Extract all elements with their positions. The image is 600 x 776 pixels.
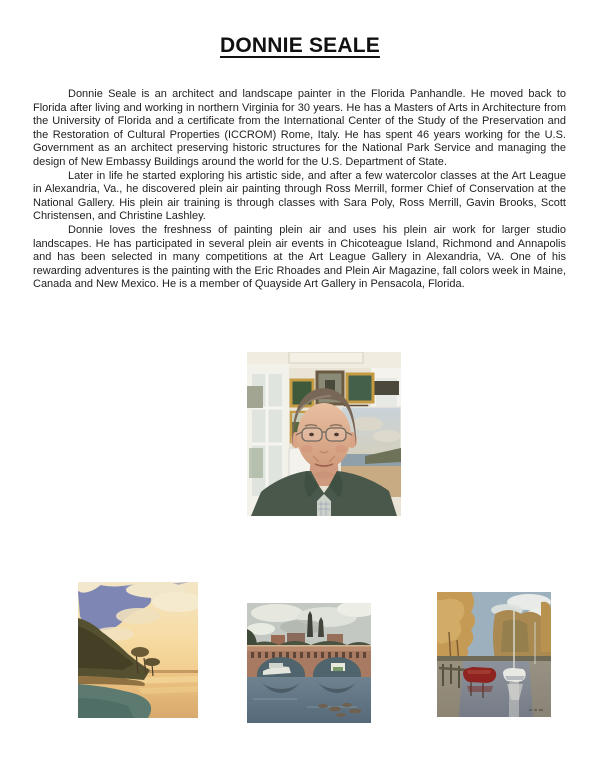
painting-harbor-boats	[437, 592, 551, 717]
bio-paragraph-3: Donnie loves the freshness of painting plein air and uses his plein air work for larger studio landscapes. He has participated in several plein air events in Chicoteague Island, Richmond and Annapolis and has been selected in many competitions at the Art League Gallery in Alexandria, VA. One of his rewarding adventures is the painting with the Eric Rhoades and Plein Air Magazine, fall colors week in Maine, Canada and New Mexico. He is a member of Quayside Art Gallery in Pensacola, Florida.	[33, 223, 566, 291]
painting-sunset-shoreline	[78, 582, 198, 718]
painting-sunset-shoreline-image	[78, 582, 198, 718]
painting-harbor-boats-image	[437, 592, 551, 717]
painting-arched-bridge	[247, 603, 371, 723]
bio-paragraph-2: Later in life he started exploring his artistic side, and after a few watercolor classes at the Art League in Alexandria, Va., he discovered plein air painting through Ross Merrill, former Chief of Conservation at the National Gallery. His plein air training is through classes with Sara Poly, Ross Merrill, Gavin Brooks, Scott Christensen, and Christine Lashley.	[33, 169, 566, 223]
portrait-photo	[247, 352, 401, 516]
biography-text	[33, 88, 566, 292]
page-title: DONNIE SEALE	[220, 34, 380, 57]
painting-arched-bridge-image	[247, 603, 371, 723]
portrait-photo-image	[247, 352, 401, 516]
bio-paragraph-1: Donnie Seale is an architect and landscape painter in the Florida Panhandle. He moved back to Florida after living and working in northern Virginia for 30 years. He has a Masters of Arts in Architecture from the University of Florida and a certificate from the International Center of the Study of the Preservation and the Restoration of Cultural Properties (ICCROM) Rome, Italy. He has spent 46 years working for the U.S. Government as an architect preserving historic structures for the National Park Service and managing the design of New Embassy Buildings around the world for the U.S. Department of State.	[33, 88, 566, 168]
